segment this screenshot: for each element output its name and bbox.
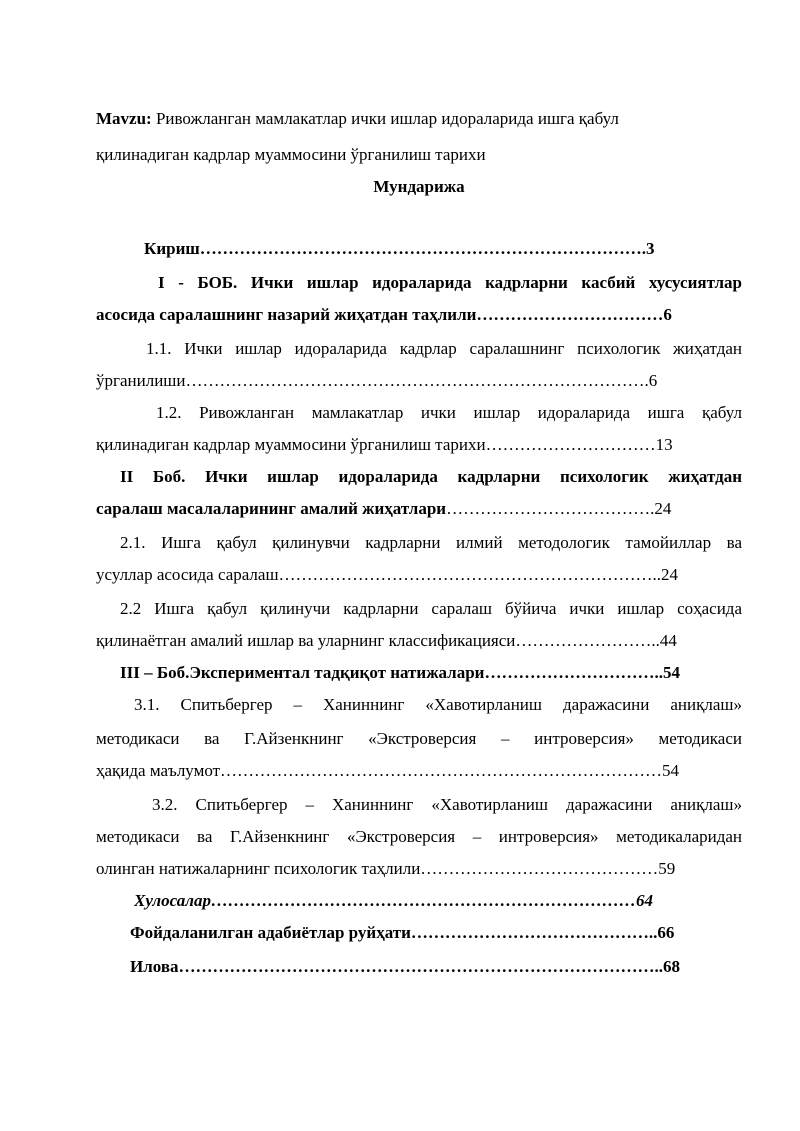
topic-line-2: қилинадиган кадрлар муаммосини ўрганилиш тарихи (96, 145, 486, 164)
toc-section-2-1-line-1: 2.1. Ишга қабул қилинувчи кадрларни илмий методологик тамойиллар ва (120, 533, 742, 552)
toc-section-3-2-line-2: методикаси ва Г.Айзенкнинг «Экстроверсия – интроверсия» методикаларидан (96, 827, 742, 846)
toc-section-1-2-line-2: қилинадиган кадрлар муаммосини ўрганилиш тарихи…………………………13 (96, 435, 673, 454)
topic-line-1 (96, 108, 742, 132)
toc-section-2-2-line-2: қилинаётган амалий ишлар ва уларнинг классификацияси……………………..44 (96, 631, 677, 650)
toc-section-2-2-line-1: 2.2 Ишга қабул қилинучи кадрларни саралаш бўйича ички ишлар соҳасида (120, 599, 742, 618)
toc-heading: Мундарижа (373, 177, 465, 196)
toc-section-3-1-line-1: 3.1. Спитьбергер – Ханиннинг «Хавотирланиш даражасини аниқлаш» (134, 695, 742, 714)
topic-text-1: Ривожланган мамлакатлар ички ишлар идораларида ишга қабул (155, 109, 619, 128)
toc-chapter-2-title-end: саралаш масалаларининг амалий жиҳатлари (96, 499, 447, 518)
toc-intro: Кириш…………………………………………………………………….3 (144, 239, 655, 258)
toc-chapter-3: III – Боб.Экспериментал тадқиқот натижалари…………………………..54 (120, 663, 680, 682)
toc-section-3-2-line-3: олинган натижаларнинг психологик таҳлили……………………………………59 (96, 859, 676, 878)
toc-chapter-1-line-1: I - БОБ. Ички ишлар идораларида кадрларни касбий хусусиятлар (158, 273, 742, 292)
toc-chapter-2-line-2 (96, 498, 742, 522)
toc-chapter-2-line-1: II Боб. Ички ишлар идораларида кадрларни психологик жиҳатдан (120, 467, 742, 486)
topic-label: Mavzu: (96, 109, 152, 128)
toc-conclusion: Хулосалар…………………………………………………………………64 (134, 891, 653, 910)
toc-section-1-2-line-1: 1.2. Ривожланган мамлакатлар ички ишлар идораларида ишга қабул (156, 403, 742, 422)
toc-section-1-1-line-2: ўрганилиши……………………………………………………………………….6 (96, 371, 658, 390)
toc-section-3-1-line-3: ҳақида маълумот……………………………………………………………………54 (96, 761, 680, 780)
toc-section-1-1-line-1: 1.1. Ички ишлар идораларида кадрлар саралашнинг психологик жиҳатдан (146, 339, 742, 358)
toc-section-3-2-line-1: 3.2. Спитьбергер – Ханиннинг «Хавотирланиш даражасини аниқлаш» (152, 795, 742, 814)
toc-section-2-1-line-2: усуллар асосида саралаш…………………………………………………………..24 (96, 565, 679, 584)
toc-section-3-1-line-2: методикаси ва Г.Айзенкнинг «Экстроверсия – интроверсия» методикаси (96, 729, 742, 748)
toc-chapter-1-line-2: асосида саралашнинг назарий жиҳатдан таҳлили……………………………6 (96, 305, 672, 324)
toc-chapter-2-leader: ……………………………….24 (446, 499, 672, 518)
toc-appendix: Илова…………………………………………………………………………..68 (130, 957, 681, 976)
toc-references: Фойдаланилган адабиётлар руйҳати……………………………………..66 (130, 923, 675, 942)
